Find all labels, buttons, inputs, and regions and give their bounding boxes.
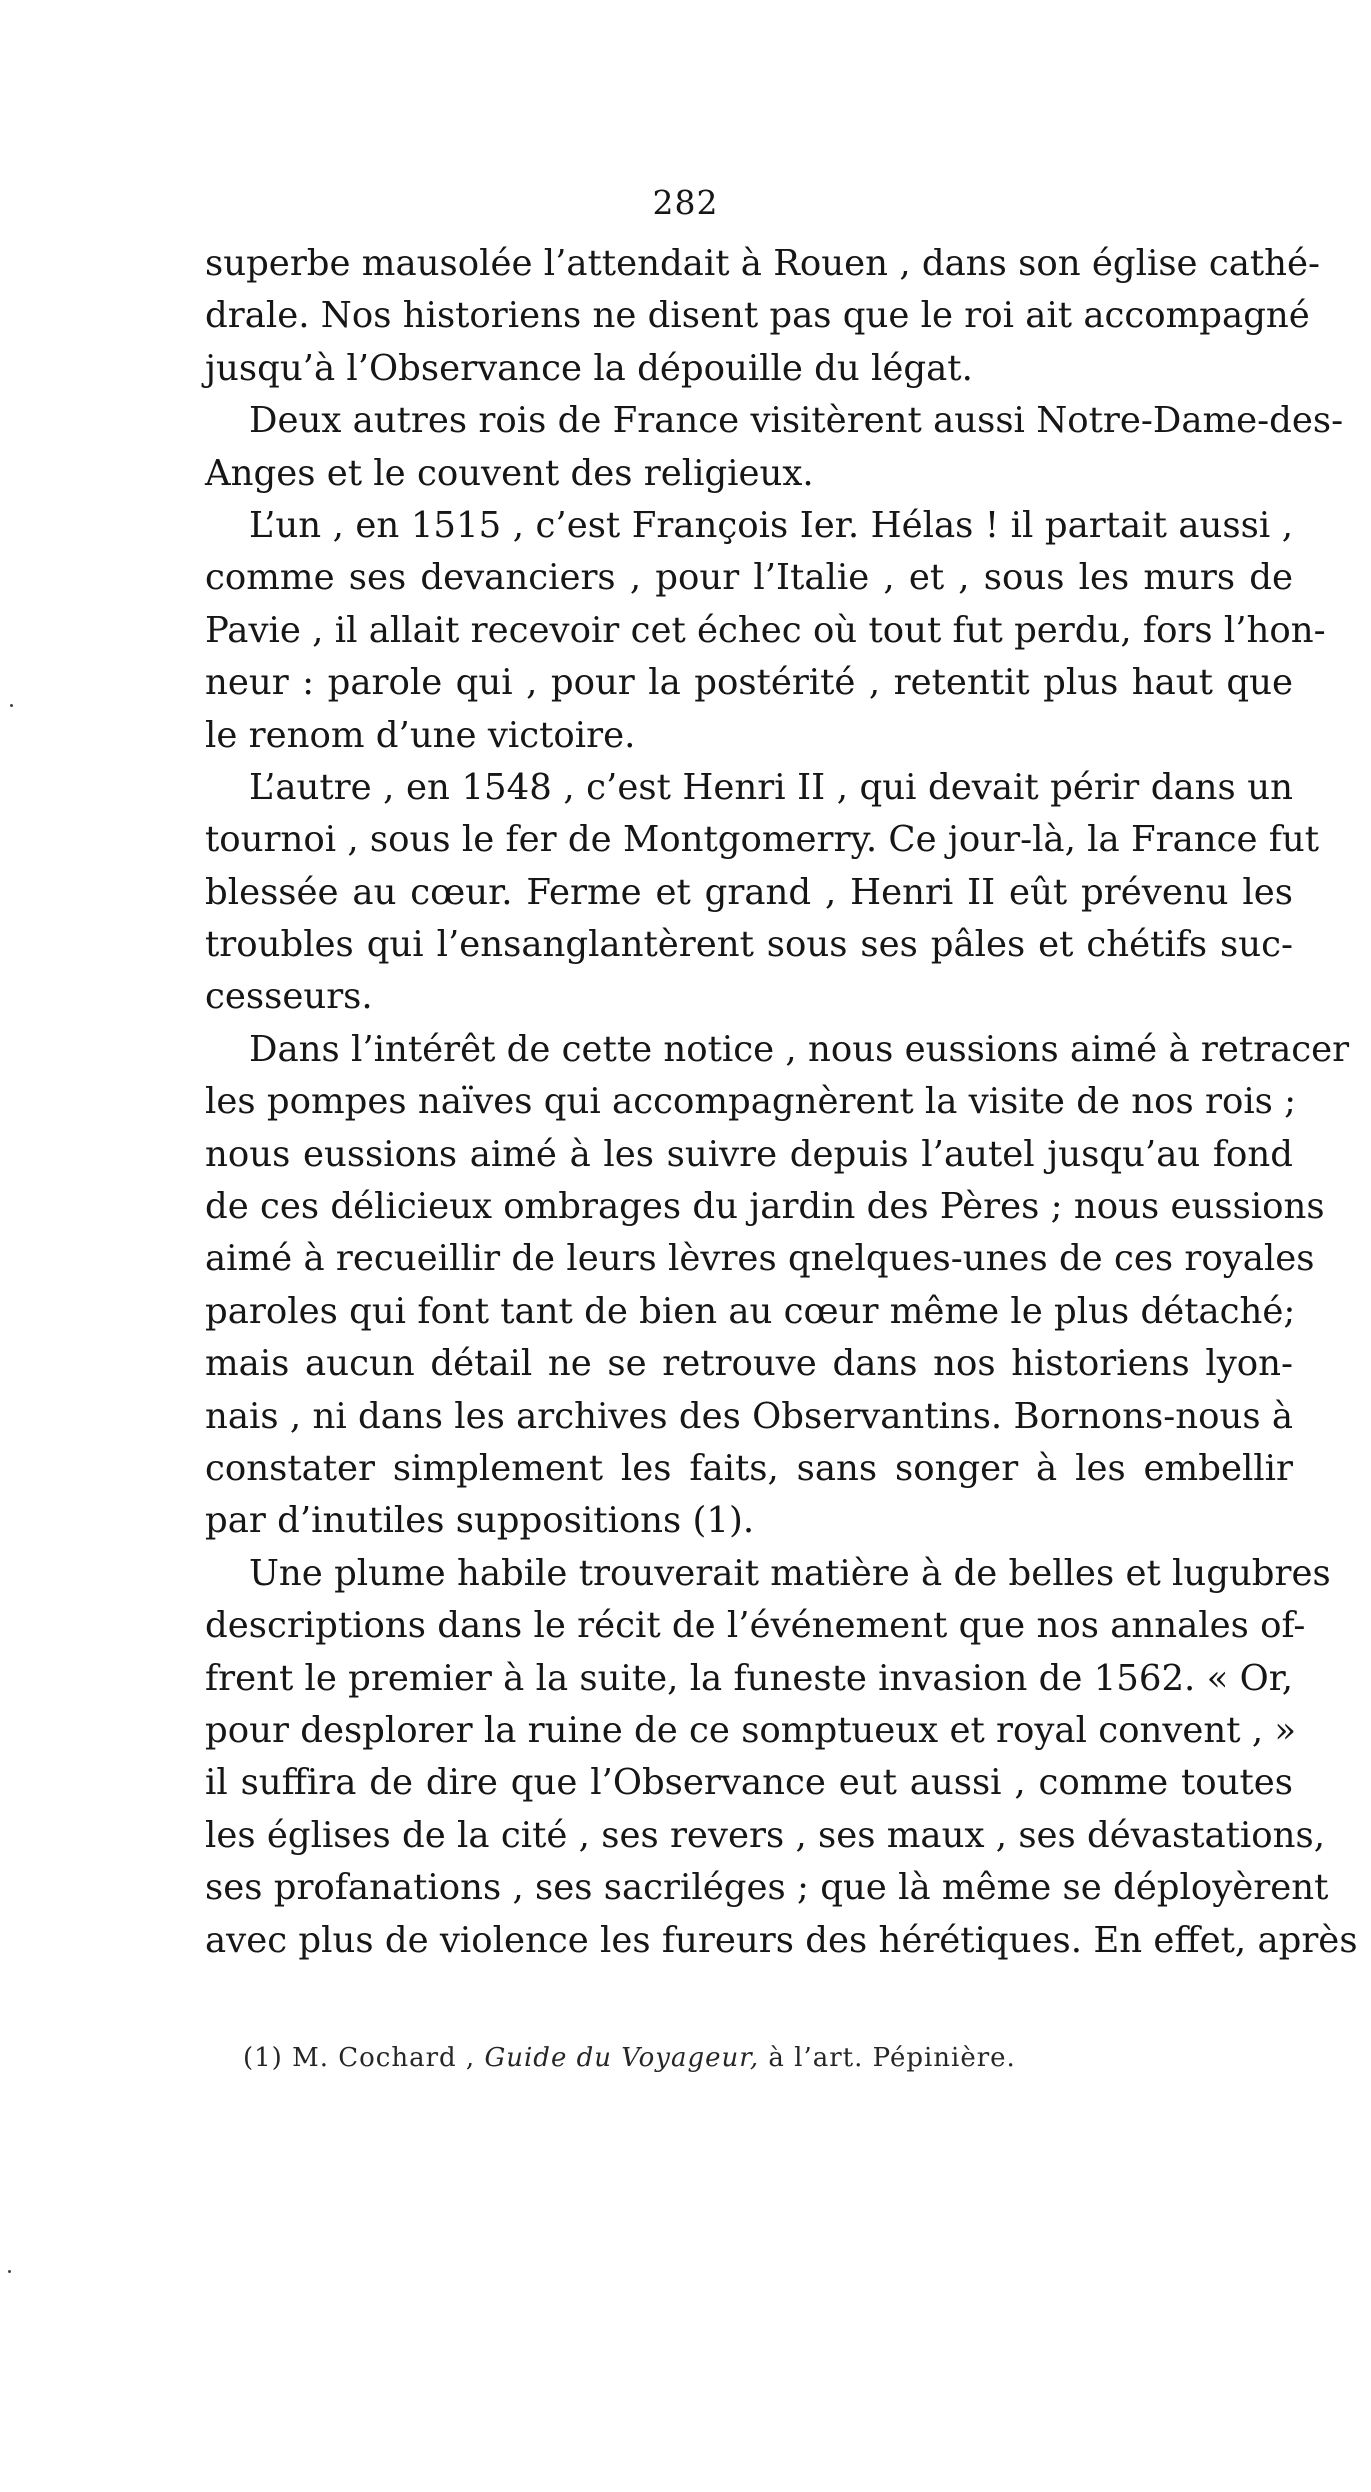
body-text [205,238,1358,1967]
text-line: ses profanations , ses sacriléges ; que là même se déployèrent [205,1867,1329,1909]
paragraph [205,1548,1358,1967]
footnote [243,2043,1016,2073]
text-line: jusqu’à l’Observance la dépouille du légat. [205,347,973,389]
text-line: les églises de la cité , ses revers , ses maux , ses dévastations, [205,1814,1326,1856]
text-line: L’un , en 1515 , c’est François Ier. Hélas ! il partait aussi , [249,504,1293,546]
text-line: mais aucun détail ne se retrouve dans nos historiens lyon- [205,1343,1293,1385]
text-line: superbe mausolée l’attendait à Rouen , dans son église cathé- [205,243,1321,284]
text-line: neur : parole qui , pour la postérité , retentit plus haut que [205,662,1293,704]
text-line: paroles qui font tant de bien au cœur même le plus détaché; [205,1290,1296,1332]
page-number: 282 [652,183,719,222]
paragraph [205,1024,1350,1548]
text-line: cesseurs. [205,976,373,1018]
text-line: troubles qui l’ensanglantèrent sous ses pâles et chétifs suc- [205,924,1293,966]
text-line: Anges et le couvent des religieux. [205,452,814,494]
text-line: Pavie , il allait recevoir cet échec où tout fut perdu, fors l’hon- [205,609,1326,651]
text-line: avec plus de violence les fureurs des hérétiques. En effet, après [205,1919,1358,1961]
text-line: tournoi , sous le fer de Montgomerry. Ce jour-là, la France fut [205,819,1320,861]
text-line: drale. Nos historiens ne disent pas que le roi ait accompagné [205,295,1310,337]
margin-speck [10,704,13,707]
text-line: nous eussions aimé à les suivre depuis l’autel jusqu’au fond [205,1133,1293,1175]
paragraph [205,500,1326,762]
paragraph [205,395,1344,500]
text-line: les pompes naïves qui accompagnèrent la visite de nos rois ; [205,1081,1297,1123]
text-line: Une plume habile trouverait matière à de belles et lugubres [249,1552,1331,1594]
text-line: de ces délicieux ombrages du jardin des Pères ; nous eussions [205,1186,1325,1228]
text-line: L’autre , en 1548 , c’est Henri II , qui devait périr dans un [249,766,1293,808]
margin-speck [8,2270,11,2273]
paragraph [205,238,1321,395]
footnote-prefix: (1) M. Cochard , [243,2043,476,2073]
text-line: frent le premier à la suite, la funeste invasion de 1562. « Or, [205,1657,1294,1699]
text-line: aimé à recueillir de leurs lèvres qnelques-unes de ces royales [205,1238,1315,1280]
footnote-title: Guide du Voyageur, [484,2043,760,2073]
text-line: il suffira de dire que l’Observance eut aussi , comme toutes [205,1762,1293,1804]
text-line: descriptions dans le récit de l’événement que nos annales of- [205,1605,1306,1647]
paragraph [205,762,1320,1024]
text-line: constater simplement les faits, sans songer à les embellir [205,1447,1293,1489]
text-line: Deux autres rois de France visitèrent aussi Notre-Dame-des- [249,400,1344,442]
text-line: comme ses devanciers , pour l’Italie , et , sous les murs de [205,557,1293,599]
text-line: blessée au cœur. Ferme et grand , Henri II eût prévenu les [205,871,1293,913]
text-line: le renom d’une victoire. [205,714,636,756]
text-line: par d’inutiles suppositions (1). [205,1500,755,1542]
text-line: pour desplorer la ruine de ce somptueux et royal convent , » [205,1709,1297,1751]
footnote-suffix: à l’art. Pépinière. [768,2043,1016,2073]
text-line: Dans l’intérêt de cette notice , nous eussions aimé à retracer [249,1028,1350,1070]
text-line: nais , ni dans les archives des Observantins. Bornons-nous à [205,1395,1294,1437]
